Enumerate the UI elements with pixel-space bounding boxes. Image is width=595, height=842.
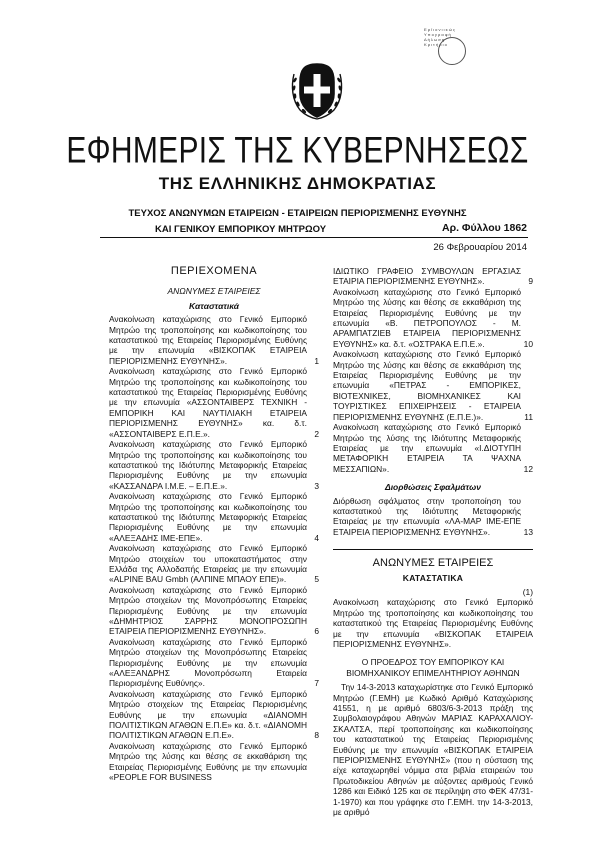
toc-entry-page: 1 xyxy=(314,355,319,366)
toc-entry xyxy=(109,314,319,366)
toc-corrections-list xyxy=(333,496,533,538)
header-rule xyxy=(100,237,528,238)
toc-left-list xyxy=(109,314,319,782)
toc-entry-page: 2 xyxy=(314,428,319,439)
toc-entry-text: Ανακοίνωση καταχώρισης στο Γενικό Εμπορικό Μητρώο στοιχείων της Εταιρείας Περιορισμένης Ευθύνης με την επωνυμία «ΔΙΑΝΟΜΗ ΠΟΛΙΤΙΣΤΙΚΩΝ ΑΓΑΘΩΝ Ε.Π.Ε» κα. δ.τ. «ΔΙΑΝΟΜΗ ΠΟΛΙΤΙΣΤΙΚΩΝ ΑΓΑΘΩΝ Ε.Π.Ε». xyxy=(109,688,307,741)
toc-entry-text: Ανακοίνωση καταχώρισης στο Γενικό Εμπορικό Μητρώο της λύσης της Ιδιότυπης Μεταφορικής Εταιρείας με την επωνυμία «Ι.ΔΙΟΤΥΠΗ ΜΕΤΑΦΟΡΙΚΗ ΕΤΑΙΡΕΙΑ ΤΑ ΨΑΧΝΑ ΜΕΣΣΑΠΙΩΝ». xyxy=(333,422,521,474)
toc-entry xyxy=(109,543,319,585)
toc-entry xyxy=(109,637,319,689)
toc-entry-page: 11 xyxy=(524,411,533,422)
body-subheading: ΚΑΤΑΣΤΑΤΙΚΑ xyxy=(402,572,464,583)
toc-entry-page: 9 xyxy=(528,276,533,287)
toc-corrections-heading: Διορθώσεις Σφαλμάτων xyxy=(384,482,481,493)
toc-entry xyxy=(109,491,319,543)
toc-entry xyxy=(109,585,319,637)
toc-entry-page: 13 xyxy=(523,526,533,537)
toc-entry xyxy=(333,266,533,287)
body-section-heading: ΑΝΩΝΥΜΕΣ ΕΤΑΙΡΕΙΕΣ xyxy=(333,549,533,568)
toc-subsection: Καταστατικά xyxy=(189,300,239,311)
toc-entry xyxy=(333,496,533,538)
toc-entry xyxy=(109,439,319,491)
toc-entry-text: Ανακοίνωση καταχώρισης στο Γενικό Εμπορικό Μητρώο στοιχείων του υποκαταστήματος στην Ελλάδα της Αλλοδαπής Εταιρείας με την επωνυμία «ALPINE BAU Gmbh (ΑΛΠΙΝΕ ΜΠΑΟΥ ΕΠΕ)». xyxy=(109,543,307,585)
toc-entry-text: Ανακοίνωση καταχώρισης στο Γενικό Εμπορικό Μητρώο της τροποποίησης και κωδικοποίησης του καταστατικού της Ιδιότυπης Μεταφορικής Εταιρείας Περιορισμένης Ευθύνης με την επωνυμία «ΚΑΣΣΑΝΔΡΑ Ι.Μ.Ε. – Ε.Π.Ε.». xyxy=(109,439,307,491)
announcement-title: Ανακοίνωση καταχώρισης στο Γενικό Εμπορικό Μητρώο της τροποποίησης και κωδικοποίησης του καταστατικού της Εταιρείας Περιορισμένης Ευθύνης με την επωνυμία «ΒΙΣΚΟΠΑΚ ΕΤΑΙΡΕΙΑ ΠΕΡΙΟΡΙΣΜΕΝΗΣ ΕΥΘΥΝΗΣ». xyxy=(333,597,533,649)
toc-entry-text: Ανακοίνωση καταχώρισης στο Γενικό Εμπορικό Μητρώο της τροποποίησης και κωδικοποίησης του καταστατικού της Εταιρείας Περιορισμένης Ευθύνης με την επωνυμία «ΑΣΣΟΝΤΑΙΒΕΡΣ ΤΕΧΝΙΚΗ - ΕΜΠΟΡΙΚΗ ΚΑΙ ΝΑΥΤΙΛΙΑΚΗ ΕΤΑΙΡΕΙΑ ΠΕΡΙΟΡΙΣΜΕΝΗΣ ΕΥΘΥΝΗΣ» κα. δ.τ. «ΑΣΣΟΝΤΑΙΒΕΡΣ Ε.Π.Ε.». xyxy=(109,366,307,439)
toc-entry-page: 7 xyxy=(314,678,319,689)
toc-entry-page: 12 xyxy=(523,463,533,474)
toc-entry xyxy=(333,287,533,349)
toc-entry-text: Διόρθωση σφάλματος στην τροποποίηση του καταστατικού της Ιδιότυπης Μεταφορικής Εταιρείας με την επωνυμία «ΛΑ-ΜΑΡ ΙΜΕ-ΕΠΕ ΕΤΑΙΡΕΙΑ ΠΕΡΙΟΡΙΣΜΕΝΗΣ ΕΥΘΥΝΗΣ». xyxy=(333,495,521,537)
toc-right-list xyxy=(333,266,533,474)
toc-entry-page: 6 xyxy=(314,626,319,637)
toc-entry-text: Ανακοίνωση καταχώρισης στο Γενικό Εμπορικό Μητρώο της τροποποίησης και κωδικοποίησης του καταστατικού της Εταιρείας Περιορισμένης Ευθύνης με την επωνυμία «ΒΙΣΚΟΠΑΚ ΕΤΑΙΡΕΙΑ ΠΕΡΙΟΡΙΣΜΕΝΗΣ ΕΥΘΥΝΗΣ». xyxy=(109,314,307,366)
toc-entry xyxy=(109,366,319,439)
toc-entry-page: 8 xyxy=(314,730,319,741)
digital-signature-stamp xyxy=(424,27,466,67)
toc-section: ΑΝΩΝΥΜΕΣ ΕΤΑΙΡΕΙΕΣ xyxy=(167,286,261,297)
toc-column-right xyxy=(333,266,533,818)
issue-type-line1: ΤΕΥΧΟΣ ΑΝΩΝΥΜΩΝ ΕΤΑΙΡΕΙΩΝ - ΕΤΑΙΡΕΙΩΝ ΠΕΡΙΟΡΙΣΜΕΝΗΣ ΕΥΘΥΝΗΣ xyxy=(128,208,467,219)
toc-entry-text: ΙΔΙΩΤΙΚΟ ΓΡΑΦΕΙΟ ΣΥΜΒΟΥΛΩΝ ΕΡΓΑΣΙΑΣ ΕΤΑΙΡΙΑ ΠΕΡΙΟΡΙΣΜΕΝΗΣ ΕΥΘΥΝΗΣ». xyxy=(333,266,521,287)
toc-entry-text: Ανακοίνωση καταχώρισης στο Γενικό Εμπορικό Μητρώο της λύσης και θέσης σε εκκαθάριση της Εταιρείας Περιορισμένης Ευθύνης με την επωνυμία «Β. ΠΕΤΡΟΠΟΥΛΟΣ - Μ. ΑΡΑΜΠΑΤΖΙΕΒ ΕΤΑΙΡΕΙΑ ΠΕΡΙΟΡΙΣΜΕΝΗΣ ΕΥΘΥΝΗΣ» κα. δ.τ. «ΟΣΤΡΑΚΑ Ε.Π.Ε.». xyxy=(333,286,521,349)
toc-entry-page: 3 xyxy=(314,480,319,491)
toc-entry-text: Ανακοίνωση καταχώρισης στο Γενικό Εμπορικό Μητρώο της λύσης και θέσης σε εκκαθάριση της Εταιρείας Περιορισμένης Ευθύνης με την επωνυμία «PEOPLE FOR BUSINESS xyxy=(109,740,307,783)
toc-column-left xyxy=(109,266,319,783)
toc-entry xyxy=(109,741,319,783)
toc-entry-page: 5 xyxy=(314,574,319,585)
sheet-number: Αρ. Φύλλου 1862 xyxy=(442,222,527,234)
greek-coat-of-arms-icon xyxy=(288,60,346,120)
announcement-number: (1) xyxy=(522,586,533,597)
announcement-body: Την 14-3-2013 καταχωρίστηκε στο Γενικό Εμπορικό Μητρώο (Γ.ΕΜΗ) με Κωδικό Αριθμό Καταχώρισης 41551, η με αριθμό 6803/6-3-2013 πράξη της Συμβολαιογράφου Αθηνών ΜΑΡΙΑΣ ΚΑΡΑΧΑΛΙΟΥ-ΣΚΑΛΤΣΑ, περί τροποποίησης και κωδικοποίησης του καταστατικού της Εταιρείας Περιορισμένης Ευθύνης με την επωνυμία «ΒΙΣΚΟΠΑΚ ΕΤΑΙΡΕΙΑ ΠΕΡΙΟΡΙΣΜΕΝΗΣ ΕΥΘΥΝΗΣ» (που η σύσταση της είχε καταχωρηθεί νόμιμα στα βιβλία εταιρειών του Πρωτοδικείου Αθηνών με αύξοντες αριθμούς Γενικό 1286 και Ειδικό 125 και σε περίληψη στο ΦΕΚ 47/31-1-1970) και που γράφηκε στο Γ.ΕΜΗ. την 14-3-2013, με αριθμό xyxy=(333,682,533,818)
issue-type-line2: ΚΑΙ ΓΕΝΙΚΟΥ ΕΜΠΟΡΙΚΟΥ ΜΗΤΡΩΟΥ xyxy=(155,224,327,235)
toc-entry-text: Ανακοίνωση καταχώρισης στο Γενικό Εμπορικό Μητρώο στοιχείων της Μονοπρόσωπης Εταιρείας Περιορισμένης Ευθύνης με την επωνυμία «ΑΛΕΞΑΝΔΡΗΣ Μονοπρόσωπη Εταιρεία Περιορισμένης Ευθύνης». xyxy=(109,636,307,689)
toc-heading: ΠΕΡΙΕΧΟΜΕΝΑ xyxy=(170,265,258,277)
stamp-text: Ε ρ ϊ ι ο ν ι ι κ ώ ς Υ π ο γ ρ α φ ή Δ ή λ ω σ η Κ ρ ι τ ή ρ ι ο xyxy=(424,27,455,47)
toc-entry xyxy=(109,689,319,741)
issue-date: 26 Φεβρουαρίου 2014 xyxy=(433,242,527,253)
toc-entry-page: 10 xyxy=(523,338,533,349)
gazette-subtitle: ΤΗΣ ΕΛΛΗΝΙΚΗΣ ΔΗΜΟΚΡΑΤΙΑΣ xyxy=(158,174,437,193)
toc-entry xyxy=(333,422,533,474)
gazette-title: ΕΦΗΜΕΡΙΣ ΤΗΣ ΚΥΒΕΡΝΗΣΕΩΣ xyxy=(66,130,529,172)
toc-entry-text: Ανακοίνωση καταχώρισης στο Γενικό Εμπορικό Μητρώο της λύσης και θέσης σε εκκαθάριση της Εταιρείας Περιορισμένης Ευθύνης με την επωνυμία «ΠΕΤΡΑΣ - ΕΜΠΟΡΙΚΕΣ, ΒΙΟΤΕΧΝΙΚΕΣ, ΒΙΟΜΗΧΑΝΙΚΕΣ ΚΑΙ ΤΟΥΡΙΣΤΙΚΕΣ ΕΠΙΧΕΙΡΗΣΕΙΣ - ΕΤΑΙΡΕΙΑ ΠΕΡΙΟΡΙΣΜΕΝΗΣ ΕΥΘΥΝΗΣ (Ε.Π.Ε.)». xyxy=(333,349,521,422)
toc-entry xyxy=(333,349,533,422)
toc-entry-text: Ανακοίνωση καταχώρισης στο Γενικό Εμπορικό Μητρώο της τροποποίησης και κωδικοποίησης του καταστατικού της Ιδιότυπης Μεταφορικής Εταιρείας Περιορισμένης Ευθύνης με την επωνυμία «ΑΛΕΞΑΔΗΣ ΙΜΕ-ΕΠΕ». xyxy=(109,491,307,543)
toc-entry-page: 4 xyxy=(314,532,319,543)
authority-heading: Ο ΠΡΟΕΔΡΟΣ ΤΟΥ ΕΜΠΟΡΙΚΟΥ ΚΑΙ ΒΙΟΜΗΧΑΝΙΚΟΥ ΕΠΙΜΕΛΗΤΗΡΙΟΥ ΑΘΗΝΩΝ xyxy=(346,657,520,678)
toc-entry-text: Ανακοίνωση καταχώρισης στο Γενικό Εμπορικό Μητρώο στοιχείων της Μονοπρόσωπης Εταιρείας Περιορισμένης Ευθύνης με την επωνυμία «ΔΗΜΗΤΡΙΟΣ ΣΑΡΡΗΣ ΜΟΝΟΠΡΟΣΩΠΗ ΕΤΑΙΡΕΙΑ ΠΕΡΙΟΡΙΣΜΕΝΗΣ ΕΥΘΥΝΗΣ». xyxy=(109,584,307,637)
